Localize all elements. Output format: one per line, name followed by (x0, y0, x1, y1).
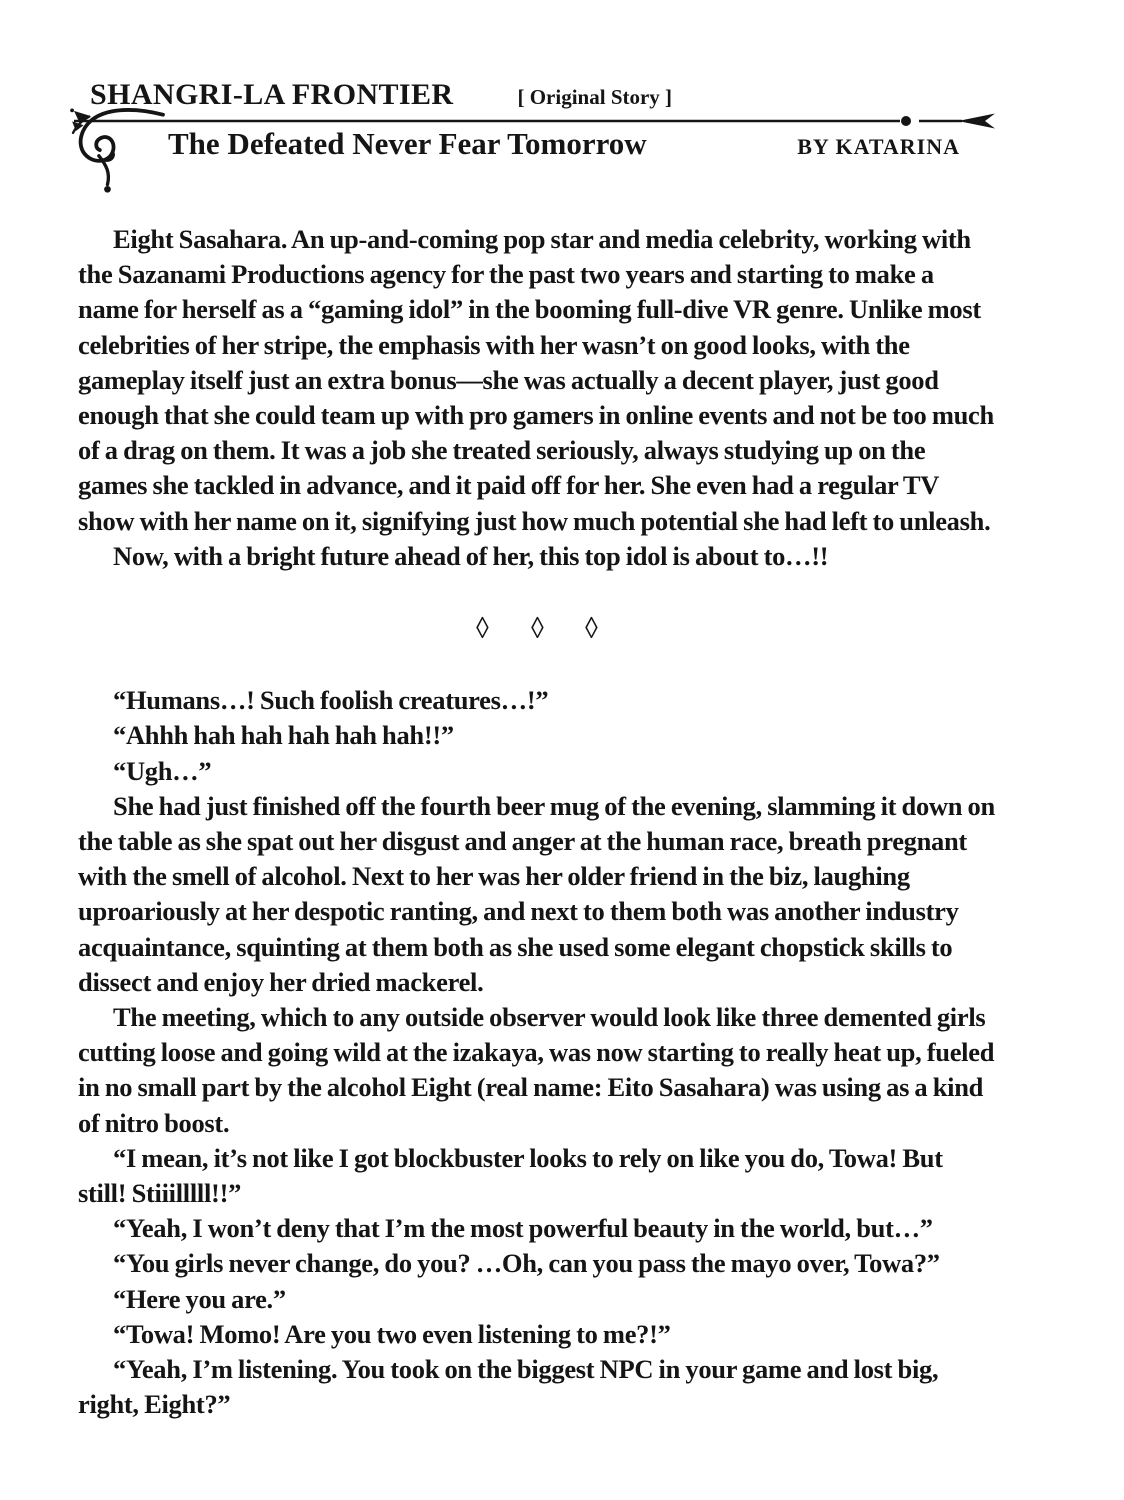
dialogue-line: “Yeah, I won’t deny that I’m the most powerful beauty in the world, but…” (113, 1213, 933, 1244)
byline: BY KATARINA (797, 134, 960, 159)
dialogue-line: “Humans…! Such foolish creatures…!” (113, 685, 549, 716)
story-text (78, 222, 996, 1423)
dialogue-line: “Towa! Momo! Are you two even listening to me?!” (113, 1318, 671, 1349)
dialogue-line: “I mean, it’s not like I got blockbuster looks to rely on like you do, Towa! But still! Stiiilllll!!” (78, 1142, 943, 1209)
scene-break (78, 611, 996, 646)
diamond-icon: ◊ (530, 612, 544, 646)
dialogue-line: “Ugh…” (113, 755, 212, 786)
series-title: SHANGRI-LA FRONTIER (90, 78, 454, 111)
dialogue-line: “You girls never change, do you? …Oh, can you pass the mayo over, Towa?” (113, 1248, 940, 1279)
flourish-ornament-icon (70, 108, 166, 196)
dialogue-line: “Yeah, I’m listening. You took on the biggest NPC in your game and lost big, right, Eight?” (78, 1354, 939, 1420)
dialogue-line: “Ahhh hah hah hah hah hah!!” (113, 720, 454, 751)
chapter-title: The Defeated Never Fear Tomorrow (168, 126, 647, 161)
original-story-label: [ Original Story ] (517, 85, 673, 109)
rule-dot-icon (901, 116, 911, 126)
paragraph: Eight Sasahara. An up-and-coming pop star and media celebrity, working with the Sazanami Productions agency for the past two years and starting to make a name for herself as a “gaming idol” in the booming full-dive VR genre. Unlike most celebrities of her stripe, the emphasis with her wasn’t on good looks, with the gameplay itself just an extra bonus—she was actually a decent player, just good enough that she could team up with pro gamers in online events and not be too much of a drag on them. It was a job she treated seriously, always studying up on the games she tackled in advance, and it paid off for her. She even had a regular TV show with her name on it, signifying just how much potential she had left to unleash. (78, 224, 994, 536)
chapter-row (168, 126, 960, 162)
diamond-icon: ◊ (476, 612, 489, 646)
paragraph: The meeting, which to any outside observer would look like three demented girls cutting loose and going wild at the izakaya, was now starting to really heat up, fueled in no small part by the alcohol Eight (real name: Eito Sasahara) was using as a kind of nitro boost. (78, 1002, 995, 1138)
paragraph: She had just finished off the fourth beer mug of the evening, slamming it down on the table as she spat out her disgust and anger at the human race, breath pregnant with the smell of alcohol. Next to her was her older friend in the biz, laughing uproariously at her despotic ranting, and next to them both was another industry acquaintance, squinting at them both as she used some elegant chopstick skills to dissect and enjoy her dried mackerel. (78, 790, 995, 997)
arrow-icon (958, 114, 995, 129)
paragraph: Now, with a bright future ahead of her, this top idol is about to…!! (113, 540, 829, 571)
series-row (90, 78, 672, 112)
dialogue-line: “Here you are.” (113, 1283, 286, 1314)
diamond-icon: ◊ (585, 612, 598, 646)
